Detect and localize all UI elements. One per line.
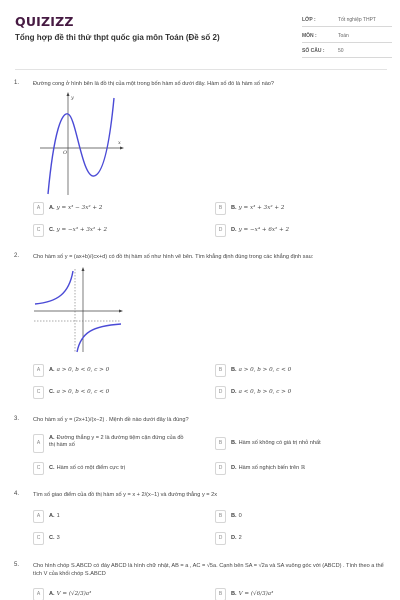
meta-class-key: LỚP : (302, 17, 316, 23)
meta-subject-key: MÔN : (302, 33, 317, 39)
question-text: Cho hàm số y = (ax+b)/(cx+d) có đồ thị hàm số như hình vẽ bên. Tìm khẳng định đúng trong các khẳng định sau: (33, 254, 314, 260)
option-key: A. (49, 591, 55, 597)
answer-option[interactable] (215, 437, 385, 451)
option-letter-box: B (215, 588, 226, 600)
option-text: 3 (56, 535, 60, 541)
answer-option[interactable] (33, 202, 203, 216)
option-key: B. (231, 591, 237, 597)
answer-option[interactable] (215, 364, 385, 378)
option-text: Hàm số có một điểm cực trị (56, 465, 125, 471)
option-text: V = (√6/3)a³ (238, 591, 274, 597)
meta-subject-row (302, 30, 392, 43)
answer-option[interactable] (33, 510, 203, 524)
answer-option[interactable] (215, 510, 385, 524)
meta-count-key: SỐ CÂU : (302, 48, 325, 54)
option-letter-box: B (215, 510, 226, 523)
option-text: a < 0, b > 0, c > 0 (238, 389, 292, 395)
answer-option[interactable] (33, 224, 203, 238)
option-letter-box: A (33, 588, 44, 600)
option-key: A. (49, 367, 55, 373)
option-key: C. (49, 389, 55, 395)
option-key: D. (231, 535, 237, 541)
option-text: Đường thẳng y = 2 là đường tiệm cận đứng của đồ thị hàm số (49, 435, 184, 448)
option-text: a > 0, b > 0, c < 0 (238, 367, 292, 373)
option-key: B. (231, 513, 237, 519)
graph1-origin-label: O (63, 150, 68, 156)
answer-option[interactable] (33, 462, 203, 476)
answer-option[interactable] (33, 588, 203, 600)
option-letter-box: D (215, 462, 226, 475)
option-letter-box: C (33, 462, 44, 475)
worksheet-title: Tổng hợp đề thi thử thpt quốc gia môn Toán (Đề số 2) (15, 33, 220, 42)
question-text: Đường cong ở hình bên là đồ thị của một trong bốn hàm số dưới đây. Hàm số đó là hàm số nào? (33, 81, 275, 87)
option-key: C. (49, 535, 55, 541)
answer-option[interactable] (215, 386, 385, 400)
option-letter-box: C (33, 224, 44, 237)
option-letter-box: D (215, 224, 226, 237)
answer-option[interactable] (33, 386, 203, 400)
question-text: Tìm số giao điểm của đồ thị hàm số y = x + 2/(x−1) và đường thẳng y = 2x (33, 492, 218, 498)
worksheet-header (0, 0, 400, 62)
option-key: B. (231, 440, 237, 446)
option-letter-box: B (215, 437, 226, 450)
question-number: 3. (14, 416, 20, 422)
meta-class-value: Tốt nghiệp THPT (338, 17, 376, 23)
option-letter-box: A (33, 510, 44, 523)
option-letter-box: A (33, 364, 44, 377)
option-letter-box: B (215, 364, 226, 377)
question-number: 1. (14, 80, 20, 86)
option-key: D. (231, 465, 237, 471)
option-key: B. (231, 367, 237, 373)
option-letter-box: D (215, 386, 226, 399)
meta-class-row (302, 14, 392, 27)
answer-option[interactable] (33, 364, 203, 378)
option-key: C. (49, 227, 55, 233)
option-key: A. (49, 205, 55, 211)
option-key: C. (49, 465, 55, 471)
option-letter-box: C (33, 386, 44, 399)
answer-option[interactable] (215, 588, 385, 600)
quizizz-logo: QUIZIZZ (15, 14, 74, 29)
meta-count-row (302, 45, 392, 58)
option-text: a > 0, b < 0, c < 0 (56, 389, 110, 395)
header-divider (15, 69, 387, 70)
option-text: Hàm số không có giá trị nhỏ nhất (238, 440, 321, 446)
question-number: 2. (14, 253, 20, 259)
answer-option[interactable] (33, 532, 203, 546)
answer-option[interactable] (33, 434, 203, 454)
option-text: V = (√2/3)a³ (56, 591, 92, 597)
option-text: y = x³ + 3x² + 2 (238, 205, 285, 211)
option-text: y = x³ − 3x² + 2 (56, 205, 103, 211)
option-text: y = −x⁴ + 6x² + 2 (238, 227, 290, 233)
question-2-graph (33, 266, 123, 354)
option-letter-box: B (215, 202, 226, 215)
question-number: 5. (14, 562, 20, 568)
option-key: B. (231, 205, 237, 211)
option-key: A. (49, 513, 55, 519)
option-letter-box: C (33, 532, 44, 545)
meta-count-value: 50 (338, 48, 344, 54)
option-letter-box: D (215, 532, 226, 545)
option-text: Hàm số nghịch biến trên ℝ (238, 465, 306, 471)
answer-option[interactable] (215, 532, 385, 546)
graph1-y-label: y (71, 95, 74, 101)
option-key: D. (231, 389, 237, 395)
option-text: 0 (238, 513, 242, 519)
option-letter-box: A (33, 434, 44, 453)
answer-option[interactable] (215, 202, 385, 216)
question-text: Cho hình chóp S.ABCD có đáy ABCD là hình chữ nhật, AB = a , AC = √5a. Cạnh bên SA = √2a và SA vuông góc với (ABCD) . Tính theo a thể tích V của khối chóp S.ABCD (33, 563, 384, 577)
option-key: A. (49, 435, 55, 441)
option-text: 1 (56, 513, 60, 519)
question-1-graph (38, 90, 126, 198)
option-text: a > 0, b < 0, c > 0 (56, 367, 110, 373)
option-letter-box: A (33, 202, 44, 215)
option-key: D. (231, 227, 237, 233)
answer-option[interactable] (215, 462, 385, 476)
graph1-x-label: x (118, 140, 121, 146)
option-text: 2 (238, 535, 242, 541)
question-text: Cho hàm số y = (2x+1)/(x−2) . Mệnh đề nào dưới đây là đúng? (33, 417, 189, 423)
option-text: y = −x³ + 3x² + 2 (56, 227, 108, 233)
question-number: 4. (14, 491, 20, 497)
meta-subject-value: Toán (338, 33, 349, 39)
answer-option[interactable] (215, 224, 385, 238)
